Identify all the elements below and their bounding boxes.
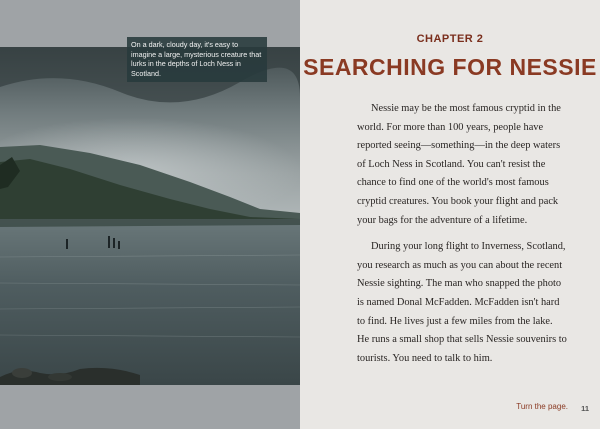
paragraph: During your long flight to Inverness, Scotland, you research as much as you can about the recent Nessie sighting. The man who snapped the photo is named Donal McFadden. McFadden isn't hard to find. He lives just a few miles from the lake. He runs a small shop that sells Nessie souvenirs to tourists. You need to talk to him. — [357, 241, 567, 364]
loch-ness-photo — [0, 47, 300, 385]
paragraph: Nessie may be the most famous cryptid in the world. For more than 100 years, people have reported seeing—something—in the deep waters of Loch Ness in Scotland. You can't resist the chance to find one of the world's most famous cryptid creatures. You book your flight and pack your bags for the adventure of a lifetime. — [357, 103, 561, 226]
photo-caption: On a dark, cloudy day, it's easy to imagine a large, mysterious creature that lurks in the depths of Loch Ness in Scotland. — [127, 37, 267, 82]
chapter-label: CHAPTER 2 — [416, 33, 484, 45]
body-text — [357, 100, 567, 376]
page-number: 11 — [581, 404, 589, 413]
right-page — [300, 0, 600, 429]
loch-ness-photo-image — [0, 47, 300, 385]
turn-page-prompt[interactable]: Turn the page. — [516, 402, 568, 411]
chapter-title: SEARCHING FOR NESSIE — [303, 54, 597, 80]
